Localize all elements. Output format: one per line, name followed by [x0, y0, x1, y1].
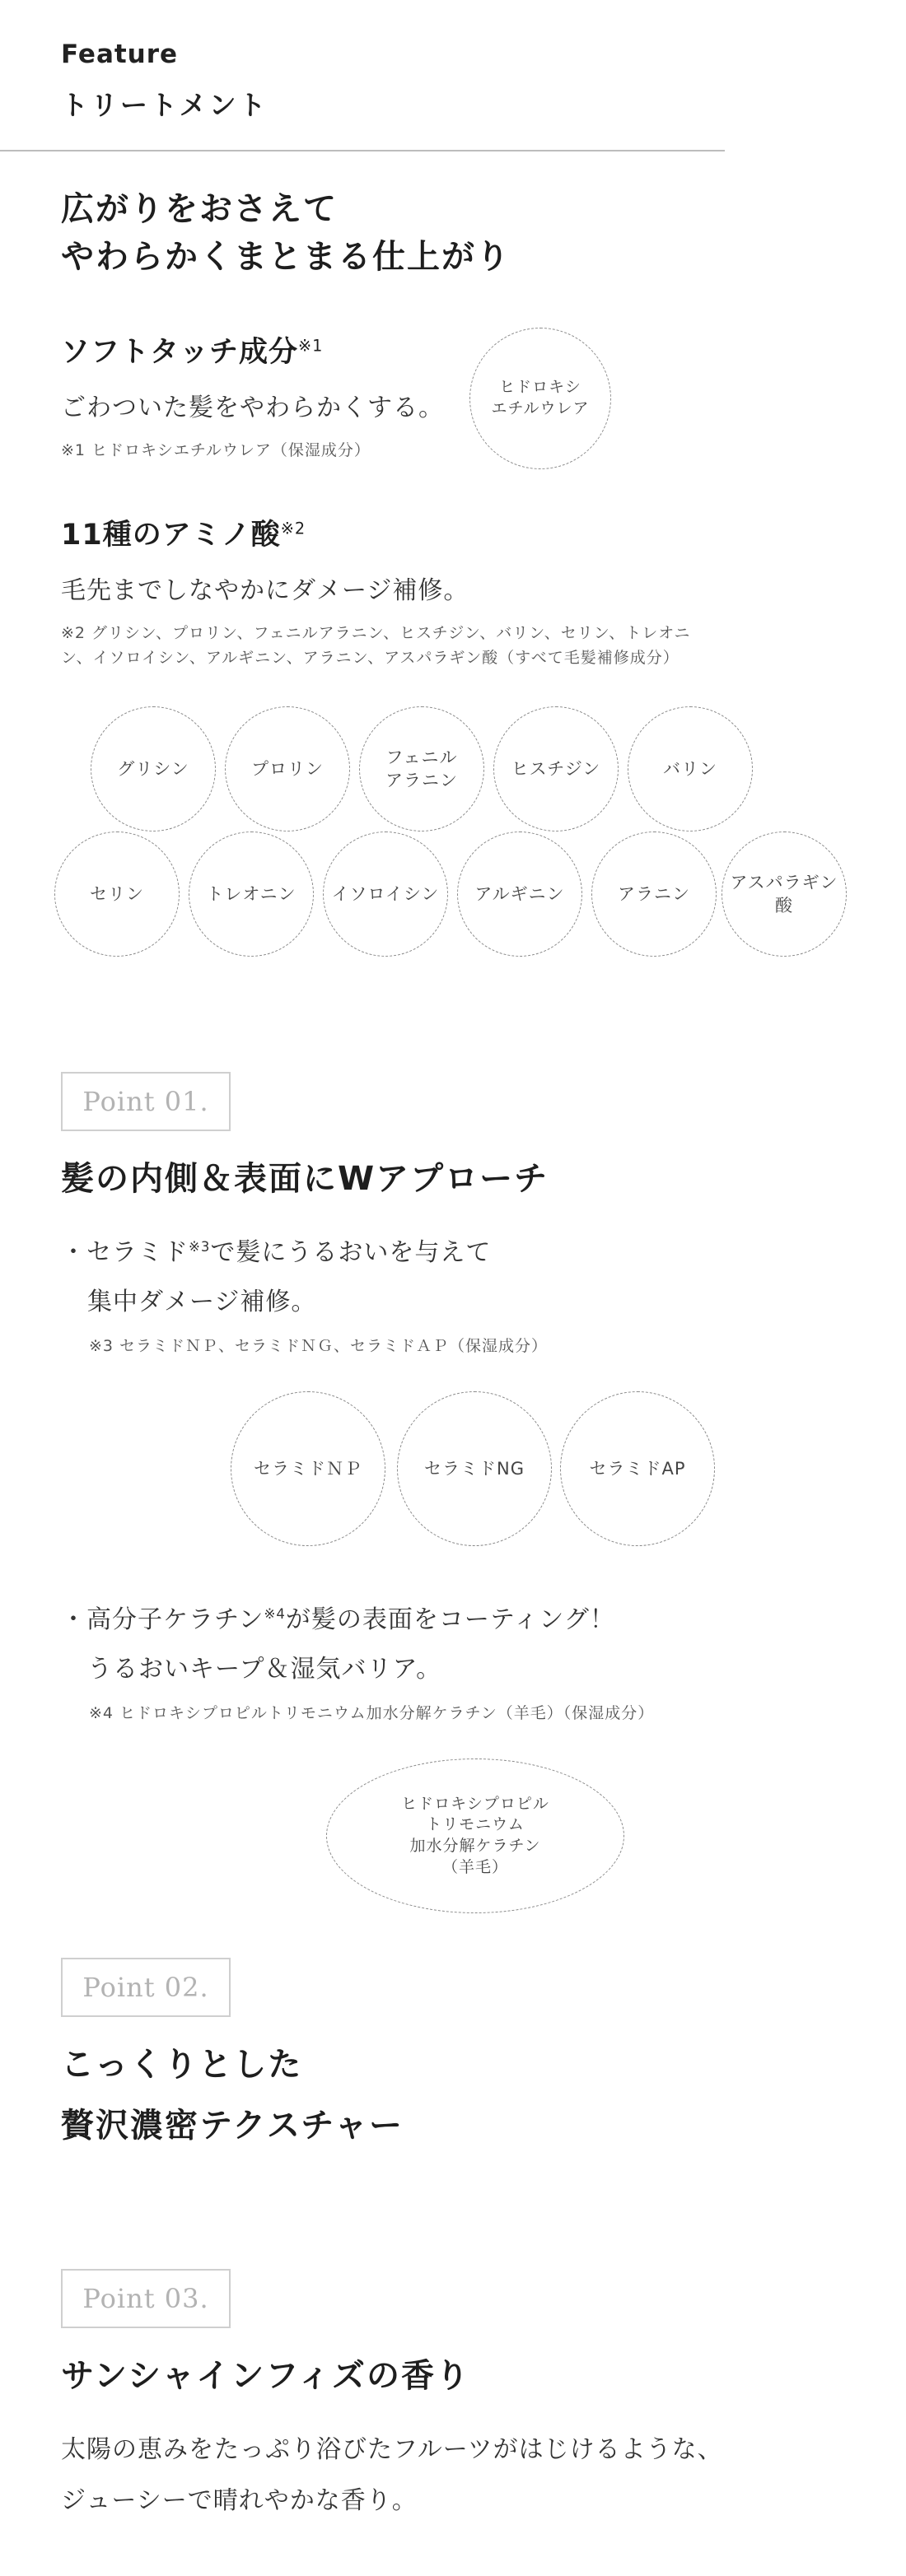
- amino-circle: グリシン: [91, 706, 216, 831]
- point-03-desc-line2: ジューシーで晴れやかな香り。: [61, 2486, 418, 2515]
- intro-heading-line2: やわらかくまとまる仕上がり: [61, 238, 511, 276]
- ingredient-circle-hydroxyethylurea: ヒドロキシ エチルウレア: [469, 328, 611, 469]
- point-01-bullet1-line2: 集中ダメージ補修。: [87, 1288, 317, 1316]
- keratin-oval: ヒドロキシプロピル トリモニウム 加水分解ケラチン （羊毛）: [326, 1758, 624, 1913]
- ceramide-circle: セラミドNG: [397, 1391, 552, 1546]
- point-02-heading-line2: 贅沢濃密テクスチャー: [61, 2107, 404, 2145]
- point-01-bullet2: ・高分子ケラチン$^{※4}$が髪の表面をコーティング！: [61, 1605, 615, 1634]
- intro-heading-line1: 広がりをおさえて: [61, 190, 338, 228]
- point-03-desc-line1: 太陽の恵みをたっぷり浴びたフルーツがはじけるような、: [61, 2435, 723, 2464]
- point-01-label: Point 01.: [61, 1072, 231, 1131]
- point-01-heading: 髪の内側＆表面にWアプローチ: [61, 1160, 549, 1198]
- amino-title: 11種のアミノ酸$^{※2}$: [61, 519, 306, 552]
- point-01-bullet2-note: ※4 ヒドロキシプロピルトリモニウム加水分解ケラチン（羊毛）（保湿成分）: [89, 1704, 655, 1722]
- header-divider: [0, 150, 725, 151]
- amino-circle: バリン: [628, 706, 753, 831]
- amino-circle: アルギニン: [457, 831, 582, 957]
- point-02-heading-line1: こっくりとした: [61, 2046, 303, 2084]
- amino-circle: トレオニン: [189, 831, 314, 957]
- point-01-bullet1: ・セラミド$^{※3}$で髪にうるおいを与えて: [61, 1238, 492, 1267]
- ceramide-circle: セラミドAP: [560, 1391, 715, 1546]
- amino-circle: セリン: [54, 831, 180, 957]
- amino-note-line2: ン、イソロイシン、アルギニン、アラニン、アスパラギン酸（すべて毛髪補修成分）: [61, 649, 680, 667]
- feature-eyebrow: Feature: [61, 40, 179, 69]
- page-title: トリートメント: [61, 89, 269, 121]
- amino-desc: 毛先までしなやかにダメージ補修。: [61, 576, 469, 605]
- ceramide-circle: セラミドＮＰ: [231, 1391, 385, 1546]
- point-01-bullet1-note: ※3 セラミドＮＰ、セラミドＮＧ、セラミドＡＰ（保湿成分）: [89, 1337, 549, 1355]
- soft-touch-note: ※1 ヒドロキシエチルウレア（保湿成分）: [61, 441, 371, 459]
- point-02-label: Point 02.: [61, 1958, 231, 2017]
- point-01-bullet2-line2: うるおいキープ＆湿気バリア。: [87, 1655, 442, 1684]
- amino-circle: プロリン: [225, 706, 350, 831]
- point-03-label: Point 03.: [61, 2269, 231, 2328]
- amino-circle: イソロイシン: [323, 831, 448, 957]
- amino-note-line1: ※2 グリシン、プロリン、フェニルアラニン、ヒスチジン、バリン、セリン、トレオニ: [61, 624, 691, 642]
- amino-circle: アラニン: [591, 831, 717, 957]
- amino-circle: フェニル アラニン: [359, 706, 484, 831]
- soft-touch-desc: ごわついた髪をやわらかくする。: [61, 394, 444, 422]
- soft-touch-title: ソフトタッチ成分$^{※1}$: [61, 336, 324, 369]
- point-03-heading: サンシャインフィズの香り: [61, 2357, 470, 2395]
- amino-circle: アスパラギン 酸: [722, 831, 847, 957]
- amino-circle: ヒスチジン: [493, 706, 619, 831]
